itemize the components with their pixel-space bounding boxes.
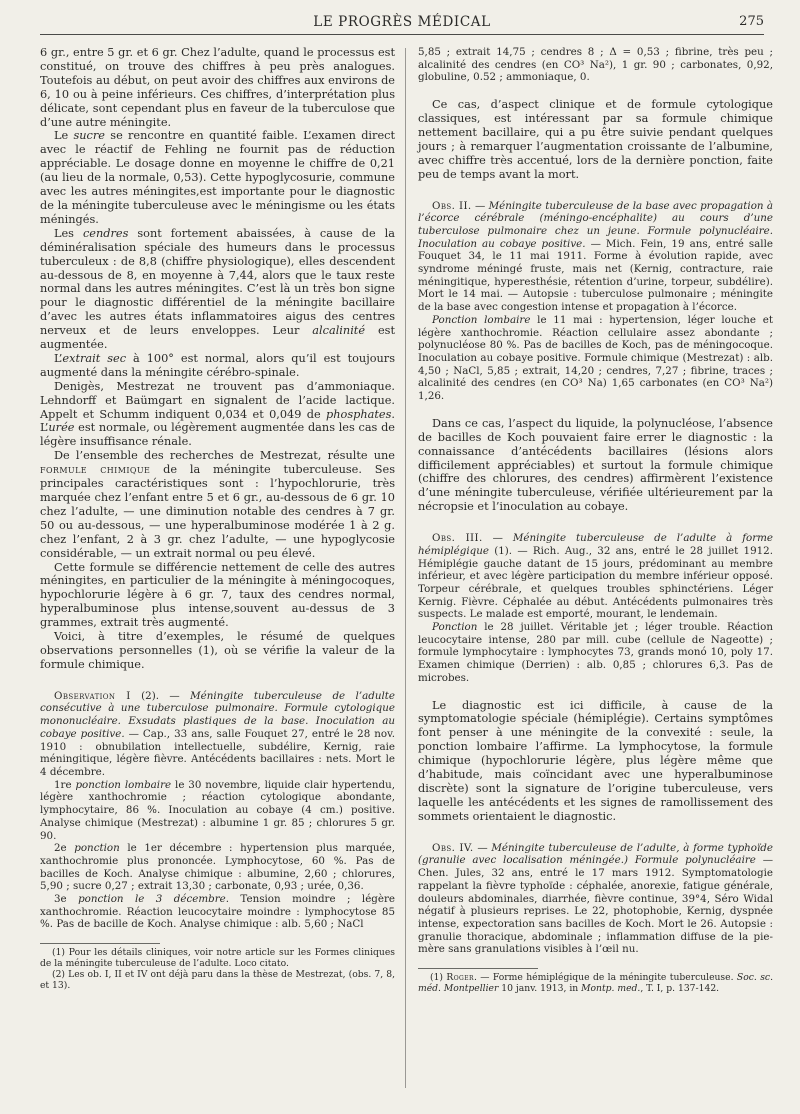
footnote-rule	[40, 943, 160, 944]
observation-1-continued: 5,85 ; extrait 14,75 ; cendres 8 ; Δ = 0,53 ; fibrine, très peu ; alcalinité des cendres (en CO³ Na²), 1 gr. 90 ; carbonates, 0,92, globuline, 0.52 ; ammoniaque, 0.	[418, 46, 773, 84]
paragraph-ashes: Les cendres sont fortement abaissées, à cause de la déminéralisation spéciale des humeurs dans le processus tuberculeux : de 8,8 (chiffre physiologique), elles descendent au-dessous de 8, en moyenne à 7,44, alors que le taux reste normal dans les autres méningites. C’est là un très bon signe pour le diagnostic différentiel de la méningite bacillaire d’avec les autres états inflammatoires aigus des centres nerveux et de leurs enveloppes. Leur alcalinité est augmentée.	[40, 226, 395, 352]
column-divider	[405, 48, 406, 1088]
footnote-2: (2) Les ob. I, II et IV ont déjà paru dans la thèse de Mestrezat, (obs. 7, 8, et 13).	[40, 968, 395, 991]
paragraph-examples: Voici, à titre d’exemples, le résumé de quelques observations personnelles (1), où se vérifie la valeur de la formule chimique.	[40, 630, 395, 671]
observation-1-heading: Observation I (2). — Méningite tuberculeuse de l’adulte consécutive à une tuberculose pulmonaire. Formule cytologique mononucléaire. Exsudats plastiques de la base. Inoculation au cobaye positive. — Cap., 33 ans, salle Fouquet 27, entré le 28 nov. 1910 : obnubilation intellectuelle, subdélire, Kernig, raie méningitique, légère fièvre. Antécédents bacillaires : nets. Mort le 4 décembre.	[40, 689, 395, 778]
observation-1-puncture-2: 2e ponction le 1er décembre : hypertension plus marquée, xanthochromie plus prononcée. Lymphocytose, 60 %. Pas de bacilles de Koch. Analyse chimique : albumine, 2,60 ; chlorures, 5,90 ; sucre 0,27 ; extrait 13,30 ; carbonate, 0,93 ; urée, 0,36.	[40, 842, 395, 893]
observation-3-puncture: Ponction le 28 juillet. Véritable jet ; léger trouble. Réaction leucocytaire intense, 280 par mill. cube (cellule de Nageotte) ; formule lymphocytaire : lymphocytes 73, grands monó 10, poly 17. Examen chimique (Derrien) : alb. 0,85 ; chlorures 6,3. Pas de microbes.	[418, 621, 773, 684]
page-header	[40, 12, 764, 35]
observation-4-heading: Obs. IV. — Méningite tuberculeuse de l’adulte, à forme typhoïde (granulie avec localisation méningée.) Formule polynucléaire — Chen. Jules, 32 ans, entré le 17 mars 1912. Symptomatologie rappelant la fièvre typhoïde : céphalée, anorexie, fatigue générale, douleurs abdominales, diarrhée, fièvre continue, 39°4, Séro Widal négatif à plusieurs reprises. Le 22, photophobie, Kernig, dyspnée intense, expectoration sans bacilles de Koch. Mort le 26. Autopsie : granulie thoracique, abdominale ; inflammation diffuse de la pie-mère sans granulations visibles à l’œil nu.	[418, 841, 773, 956]
paragraph-dry-extract: L’extrait sec à 100° est normal, alors qu’il est toujours augmenté dans la méningite cérébro-spinale.	[40, 351, 395, 379]
observation-1-puncture-3: 3e ponction le 3 décembre. Tension moindre ; légère xanthochromie. Réaction leucocytaire moindre : lymphocytose 85 %. Pas de bacille de Koch. Analyse chimique : alb. 5,60 ; NaCl	[40, 893, 395, 931]
observation-2-puncture: Ponction lombaire le 11 mai : hypertension, léger louche et légère xanthochromie. Réaction cellulaire assez abondante ; polynucléose 80 %. Pas de bacilles de Koch, pas de méningocoque. Inoculation au cobaye positive. Formule chimique (Mestrezat) : alb. 4,50 ; NaCl, 5,85 ; extrait, 14,20 ; cendres, 7,27 ; fibrine, traces ; alcalinité des cendres (en CO³ Na) 1,65 carbonates (en CO³ Na²) 1,26.	[418, 313, 773, 403]
footnote-1: (1) Pour les détails cliniques, voir notre article sur les Formes cliniques de la méningite tuberculeuse de l’adulte. Loco citato.	[40, 947, 395, 969]
paragraph-sugar: Le sucre se rencontre en quantité faible. L’examen direct avec le réactif de Fehling ne fournit pas de réduction appréciable. Le dosage donne en moyenne le chiffre de 0,21 (au lieu de la normale, 0,53). Cette hypoglycosurie, commune avec les autres méningites,est importante pour le diagnostic de la méningite tuberculeuse avec le méningisme ou les états méningés.	[40, 129, 396, 226]
running-title: LE PROGRÈS MÉDICAL	[313, 14, 491, 30]
footnote-rule	[418, 968, 538, 969]
observation-2-heading: Obs. II. — Méningite tuberculeuse de la base avec propagation à l’écorce cérébrale (méningo-encéphalite) au cours d’une tuberculose pulmonaire chez un jeune. Formule polynucléaire. Inoculation au cobaye positive. — Mich. Fein, 19 ans, entré salle Fouquet 34, le 11 mai 1911. Forme à évolution rapide, avec syndrome méningé fruste, mais net (Kernig, contracture, raie méningitique, hyperesthésie, rétention d’urine, torpeur, subdélire). Mort le 14 mai. — Autopsie : tuberculose pulmonaire ; méningite de la base avec congestion intense et propagation à l’écorce.	[418, 199, 774, 314]
footnote-roger: (1) Roger. — Forme hémiplégique de la méningite tuberculeuse. Soc. sc. méd. Montpellier 10 janv. 1913, in Montp. med., T. I, p. 137-142.	[418, 972, 773, 994]
observation-3-heading: Obs. III. — Méningite tuberculeuse de l’adulte à forme hémiplégique (1). — Rich. Aug., 32 ans, entré le 28 juillet 1912. Hémiplégie gauche datant de 15 jours, prédominant au membre inférieur, et avec légère participation du membre inférieur opposé. Torpeur cérébrale, et quelques troubles sphinctériens. Léger Kernig. Fièvre. Céphalée au début. Antécédents pulmonaires très suspects. Le malade est emporté, mourant, le lendemain.	[418, 532, 773, 621]
left-column	[40, 46, 395, 991]
right-column	[418, 46, 773, 995]
paragraph-ammonia-urea: Denigès, Mestrezat ne trouvent pas d’ammoniaque. Lehndorff et Baümgart en signalent de l’acide lactique. Appelt et Schumm indiquent 0,034 et 0,049 de phosphates. L’urée est normale, ou légèrement augmentée dans les cas de légère insuffisance rénale.	[40, 379, 395, 449]
paragraph-differential: Cette formule se différencie nettement de celle des autres méningites, en particulier de la méningite à méningocoques, hypochlorurie légère à 6 gr. 7, taux des cendres normal, hyperalbuminose plus intense,souvent au-dessus de 3 grammes, extrait très augmenté.	[40, 560, 395, 630]
paragraph-case-1-comment: Ce cas, d’aspect clinique et de formule cytologique classiques, est intéressant par sa formule chimique nettement bacillaire, qui a pu être suivie pendant quelques jours ; à remarquer l’augmentation croissante de l’albumine, avec chiffre très accentué, lors de la dernière ponction, faite peu de temps avant la mort.	[418, 98, 773, 181]
page-number: 275	[739, 14, 764, 29]
paragraph-case-2-comment: Dans ce cas, l’aspect du liquide, la polynucléose, l’absence de bacilles de Koch pouvaient faire errer le diagnostic : la connaissance d’antécédents bacillaires (lésions alors difficilement appréciables) et surtout la formule chimique (chiffre des chlorures, des cendres) affirmèrent l’existence d’une méningite tuberculeuse, vérifiée ultérieurement par la nécropsie et l’inoculation au cobaye.	[418, 416, 773, 514]
observation-1-puncture-1: 1re ponction lombaire le 30 novembre, liquide clair hypertendu, légère xanthochromie ; réaction cytologique abondante, lymphocytaire, 86 %. Inoculation au cobaye (4 cm.) positive. Analyse chimique (Mestrezat) : albumine 1 gr. 85 ; chlorures 5 gr. 90.	[40, 778, 395, 842]
paragraph-case-3-comment: Le diagnostic est ici difficile, à cause de la symptomatologie spéciale (hémiplégie). Certains symptômes font penser à une méningite de la convexité : seule, la ponction lombaire l’affirme. La lymphocytose, la formule chimique (hypochlorurie légère, plus légère même que d’habitude, mais coïncidant avec une hyperalbuminose discrète) sont la signature de l’origine tuberculeuse, vers laquelle les antécédents et les signes de ramollissement des sommets orientaient le diagnostic.	[418, 698, 773, 823]
paragraph-chemical-formula: De l’ensemble des recherches de Mestrezat, résulte une formule chimique de la méningite tuberculeuse. Ses principales caractéristiques sont : l’hypochlorurie, très marquée chez l’enfant entre 5 et 6 gr., au-dessous de 6 gr. 10 chez l’adulte, — une diminution notable des cendres à 7 gr. 50 ou au-dessous, — une hyperalbuminose modérée 1 à 2 g. chez l’enfant, 2 à 3 gr. chez l’adulte, — une hypoglycosie considérable, — un extrait normal ou peu élevé.	[40, 449, 395, 560]
paragraph-chlorides-continued: 6 gr., entre 5 gr. et 6 gr. Chez l’adulte, quand le processus est constitué, on trouve des chiffres à peu près analogues. Toutefois au début, on peut avoir des chiffres aux environs de 6, 10 ou à peine inférieurs. Ces chiffres, d’interprétation plus délicate, sont cependant plus en faveur de la tuberculose que d’une autre méningite.	[40, 46, 395, 129]
